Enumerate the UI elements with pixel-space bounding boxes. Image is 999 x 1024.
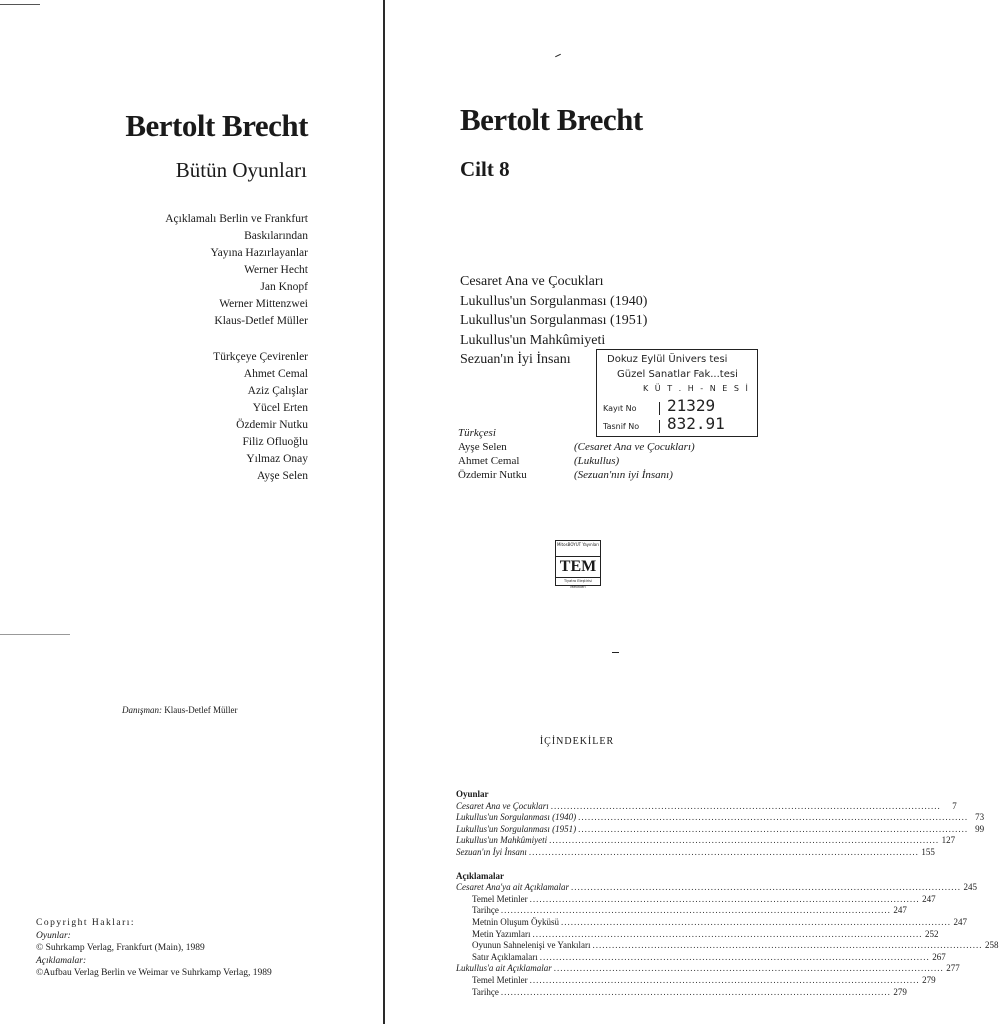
- edition-credits: [165, 211, 308, 330]
- stamp-tasnif-value: 832.91: [667, 414, 725, 433]
- translator-name: Yılmaz Onay: [246, 453, 308, 465]
- toc-page-number: 258: [985, 940, 999, 951]
- toc-leader: ........................................................................................................................: [539, 951, 930, 962]
- toc-entry: [456, 963, 960, 975]
- volume-label: Cilt 8: [460, 157, 510, 181]
- advisor-line: [122, 705, 237, 715]
- advisor-label: Danışman:: [122, 705, 162, 715]
- toc-entry-title: Sezuan'ın İyi İnsanı: [456, 846, 527, 857]
- toc-entry-title: Satır Açıklamaları: [472, 951, 538, 962]
- toc-leader: ........................................................................................................................: [592, 940, 983, 951]
- toc-leader: ........................................................................................................................: [571, 882, 961, 893]
- edition-line: Yayına Hazırlayanlar: [210, 247, 308, 259]
- translator-name: Ayşe Selen: [458, 441, 507, 453]
- toc-leader: ........................................................................................................................: [578, 823, 969, 834]
- left-author-title: Bertolt Brecht: [125, 108, 308, 143]
- toc-entry-title: Cesaret Ana ve Çocukları: [456, 800, 549, 811]
- toc-entry-title: Lukullus'un Sorgulanması (1951): [456, 823, 577, 834]
- stamp-library: K Ü T . H - N E S İ: [643, 384, 750, 393]
- translation-label: Türkçesi: [458, 427, 496, 439]
- edition-line: Jan Knopf: [260, 281, 308, 293]
- toc-entry: [456, 951, 946, 964]
- translators-block: [213, 349, 308, 485]
- translation-row: [458, 440, 695, 454]
- advisor-name: Klaus-Detlef Müller: [164, 705, 238, 715]
- toc-entry-title: Temel Metinler: [472, 974, 528, 985]
- toc-entry: [456, 905, 907, 917]
- logo-bottom-text: Tiyatro Eleştirisi Metinleri: [556, 577, 600, 590]
- toc-page-number: 247: [922, 893, 936, 904]
- toc-entry-title: Lukullus'a ait Açıklamalar: [456, 963, 552, 974]
- toc-entry-title: Tarihçe: [472, 986, 499, 997]
- toc-leader: ........................................................................................................................: [528, 846, 919, 857]
- translators-list: [213, 366, 308, 485]
- stamp-faculty: Güzel Sanatlar Fak...tesi: [617, 369, 738, 380]
- toc-entry: [456, 940, 999, 952]
- translator-name: Ahmet Cemal: [458, 455, 520, 467]
- work-title: Cesaret Ana ve Çocukları: [460, 274, 604, 289]
- copyright-line: Oyunlar:: [36, 930, 71, 941]
- edition-line: Açıklamalı Berlin ve Frankfurt: [165, 213, 308, 225]
- toc-leader: ........................................................................................................................: [578, 812, 969, 823]
- scan-mark: [555, 54, 561, 57]
- toc-leader: ........................................................................................................................: [549, 835, 940, 846]
- work-title: Sezuan'ın İyi İnsanı: [460, 352, 571, 367]
- edition-line: Klaus-Detlef Müller: [214, 315, 308, 327]
- toc-entry-title: Tarihçe: [472, 905, 499, 916]
- work-title: Lukullus'un Sorgulanması (1951): [460, 313, 648, 328]
- copyright-lines: [36, 930, 272, 980]
- toc-page-number: 252: [925, 928, 939, 939]
- toc-page-number: 247: [953, 916, 968, 927]
- translation-row: [458, 468, 695, 482]
- stamp-divider: [659, 402, 660, 415]
- toc-leader: ........................................................................................................................: [529, 893, 920, 904]
- stamp-university: Dokuz Eylül Ünivers tesi: [607, 354, 728, 365]
- toc-page-number: 279: [893, 986, 907, 997]
- toc-entry: [456, 812, 985, 824]
- translator-name: Özdemir Nutku: [458, 469, 527, 481]
- toc-leader: ........................................................................................................................: [532, 928, 923, 939]
- logo-top-text: MitosBOYUT Yayınları: [556, 541, 600, 557]
- library-stamp: [596, 349, 758, 437]
- toc-entry-title: Lukullus'un Sorgulanması (1940): [456, 812, 577, 823]
- translator-name: Aziz Çalışlar: [247, 385, 308, 397]
- translator-name: Özdemir Nutku: [236, 419, 308, 431]
- translation-rows: [458, 440, 695, 482]
- translated-work: (Cesaret Ana ve Çocukları): [574, 441, 695, 453]
- translator-name: Ayşe Selen: [256, 470, 308, 482]
- logo-mark: TEM: [559, 558, 597, 575]
- toc-page-number: 279: [922, 974, 936, 985]
- translators-heading: Türkçeye Çevirenler: [213, 351, 308, 363]
- copyright-line: ©Aufbau Verlag Berlin ve Weimar ve Suhrkamp Verlag, 1989: [36, 968, 272, 978]
- toc-entry: [456, 882, 977, 894]
- toc-leader: ........................................................................................................................: [553, 963, 944, 974]
- toc-entry: [456, 974, 936, 987]
- right-author-title: Bertolt Brecht: [460, 102, 643, 137]
- toc-section: [456, 870, 999, 999]
- toc-leader: ........................................................................................................................: [500, 986, 891, 997]
- translation-row: [458, 454, 695, 468]
- toc-leader: ........................................................................................................................: [550, 800, 941, 811]
- scan-mark: [612, 652, 619, 653]
- toc-section-title: Açıklamalar: [456, 870, 504, 881]
- toc-leader: ........................................................................................................................: [561, 916, 952, 927]
- toc-page-number: 245: [963, 882, 977, 893]
- copyright-block: [36, 917, 272, 980]
- work-title: Lukullus'un Sorgulanması (1940): [460, 293, 648, 309]
- copyright-line: Açıklamalar:: [36, 955, 87, 966]
- copyright-heading: Copyright Hakları:: [36, 918, 136, 928]
- toc-page-number: 267: [932, 951, 946, 962]
- publisher-logo: [555, 540, 601, 589]
- toc-page-number: 247: [893, 905, 907, 916]
- work-title: Lukullus'un Mahkûmiyeti: [460, 332, 606, 348]
- translator-name: Yücel Erten: [252, 402, 308, 414]
- toc-section: [456, 789, 985, 859]
- toc-entry: [456, 835, 956, 847]
- edition-line: Werner Mittenzwei: [219, 298, 308, 310]
- toc-page-number: 277: [946, 963, 960, 974]
- edition-line: Werner Hecht: [244, 264, 308, 276]
- toc-page-number: 99: [975, 823, 985, 834]
- toc-entry-title: Metnin Oluşum Öyküsü: [472, 916, 560, 927]
- toc-entry: [456, 846, 935, 859]
- translator-name: Ahmet Cemal: [243, 368, 308, 380]
- toc-page-number: 127: [941, 835, 956, 846]
- toc-entry-title: Temel Metinler: [472, 893, 528, 904]
- toc-heading: İÇİNDEKİLER: [539, 736, 615, 747]
- toc-entry-title: Lukullus'un Mahkûmiyeti: [456, 835, 548, 846]
- translated-work: (Sezuan'nın iyi İnsanı): [574, 469, 673, 481]
- toc-entry: [456, 916, 968, 929]
- toc-entry-title: Metin Yazımları: [472, 928, 531, 939]
- toc-entry: [456, 928, 939, 941]
- right-page: [386, 0, 999, 1024]
- toc-entry: [456, 893, 936, 906]
- translator-name: Filiz Ofluoğlu: [242, 436, 308, 448]
- toc-entry-title: Cesaret Ana'ya ait Açıklamalar: [456, 882, 569, 893]
- toc-leader: ........................................................................................................................: [500, 905, 891, 916]
- stamp-kayit-value: 21329: [667, 396, 716, 415]
- toc-page-number: 73: [975, 812, 985, 823]
- toc-section-title: Oyunlar: [456, 789, 489, 799]
- stamp-tasnif-label: Tasnif No: [603, 422, 640, 431]
- toc-entry: [456, 823, 985, 836]
- toc-entry: [456, 800, 957, 813]
- copyright-line: © Suhrkamp Verlag, Frankfurt (Main), 1989: [36, 943, 205, 953]
- toc-leader: ........................................................................................................................: [529, 974, 920, 985]
- left-page: [0, 0, 384, 1024]
- stamp-divider: [659, 420, 660, 433]
- table-of-contents: [456, 789, 999, 998]
- toc-entry: [456, 986, 907, 999]
- toc-page-number: 7: [952, 800, 957, 811]
- left-subtitle: Bütün Oyunları: [175, 158, 307, 182]
- edition-line: Baskılarından: [244, 230, 308, 242]
- stamp-kayit-label: Kayıt No: [603, 404, 637, 413]
- translated-work: (Lukullus): [574, 455, 620, 467]
- toc-page-number: 155: [921, 846, 935, 857]
- toc-entry-title: Oyunun Sahnelenişi ve Yankıları: [472, 940, 591, 951]
